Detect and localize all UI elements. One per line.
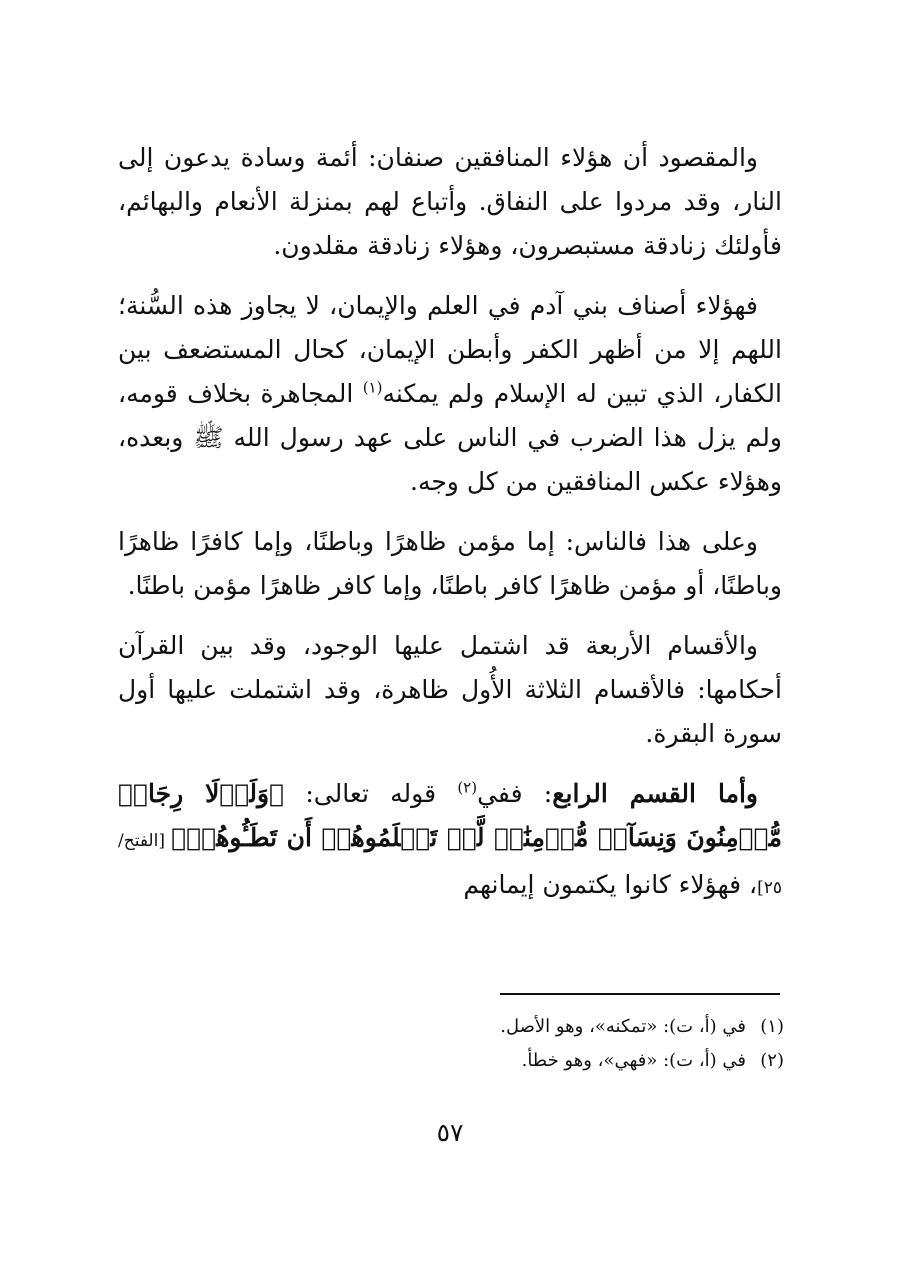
- paragraph-3: [118, 520, 782, 608]
- paragraph-2-text-b: المجاهرة بخلاف قومه، ولم يزل هذا الضرب في الناس على عهد رسول الله ﷺ وبعده، وهؤلاء عكس المنافقين من كل وجه.: [118, 379, 782, 496]
- paragraph-3-text: وعلى هذا فالناس: إما مؤمن ظاهرًا وباطنًا، وإما كافرًا ظاهرًا وباطنًا، أو مؤمن ظاهرًا كافر باطنًا، وإما كافر ظاهرًا مؤمن باطنًا.: [118, 527, 782, 600]
- verse-citation: [الفتح/ ٢٥]: [118, 831, 782, 898]
- page-number: ٥٧: [436, 1118, 464, 1147]
- quran-verse: ﴿وَلَوۡلَا رِجَالٞ مُّؤۡمِنُونَ وَنِسَآءٞ مُّؤۡمِنَٰتٞ لَّمۡ تَعۡلَمُوهُمۡ أَن تَطَـُٔوهُمۡ﴾: [118, 779, 782, 852]
- paragraph-4: [118, 624, 782, 756]
- footnote-2-text: في (أ، ت): «فهي»، وهو خطأ.: [521, 1050, 746, 1071]
- paragraph-5-text-c: ، فهؤلاء كانوا يكتمون إيمانهم: [463, 870, 758, 899]
- paragraph-2-text-a: فهؤلاء أصناف بني آدم في العلم والإيمان، لا يجاوز هذه السُّنة؛ اللهم إلا من أظهر الكفر وأبطن الإيمان، كحال المستضعف بين الكفار، الذي تبين له الإسلام ولم يمكنه: [118, 291, 782, 408]
- paragraph-2: [118, 284, 782, 504]
- footnote-ref-1[interactable]: (١): [362, 378, 383, 397]
- paragraph-5-text-a: : ففي: [477, 779, 553, 808]
- paragraph-1-text: والمقصود أن هؤلاء المنافقين صنفان: أئمة وسادة يدعون إلى النار، وقد مردوا على النفاق. وأتباع لهم بمنزلة الأنعام والبهائم، فأولئك زنادقة مستبصرون، وهؤلاء زنادقة مقلدون.: [118, 143, 782, 260]
- paragraph-4-text: والأقسام الأربعة قد اشتمل عليها الوجود، وقد بين القرآن أحكامها: فالأقسام الثلاثة الأُول ظاهرة، وقد اشتملت عليها أول سورة البقرة.: [118, 631, 782, 748]
- footnote-divider: [500, 993, 780, 995]
- footnote-1: [118, 1010, 784, 1044]
- footnotes: [118, 1010, 784, 1078]
- footnote-1-text: في (أ، ت): «تمكنه»، وهو الأصل.: [500, 1016, 746, 1037]
- footnote-ref-2[interactable]: (٢): [457, 778, 478, 797]
- footnote-2-number: (٢): [760, 1050, 784, 1071]
- paragraph-5-lead: وأما القسم الرابع: [552, 779, 758, 808]
- paragraph-5: [118, 772, 782, 910]
- footnote-2: [118, 1044, 784, 1078]
- paragraph-1: [118, 136, 782, 268]
- footnote-1-number: (١): [760, 1016, 784, 1037]
- paragraph-5-text-b: قوله تعالى:: [284, 779, 458, 808]
- main-text: [118, 136, 782, 926]
